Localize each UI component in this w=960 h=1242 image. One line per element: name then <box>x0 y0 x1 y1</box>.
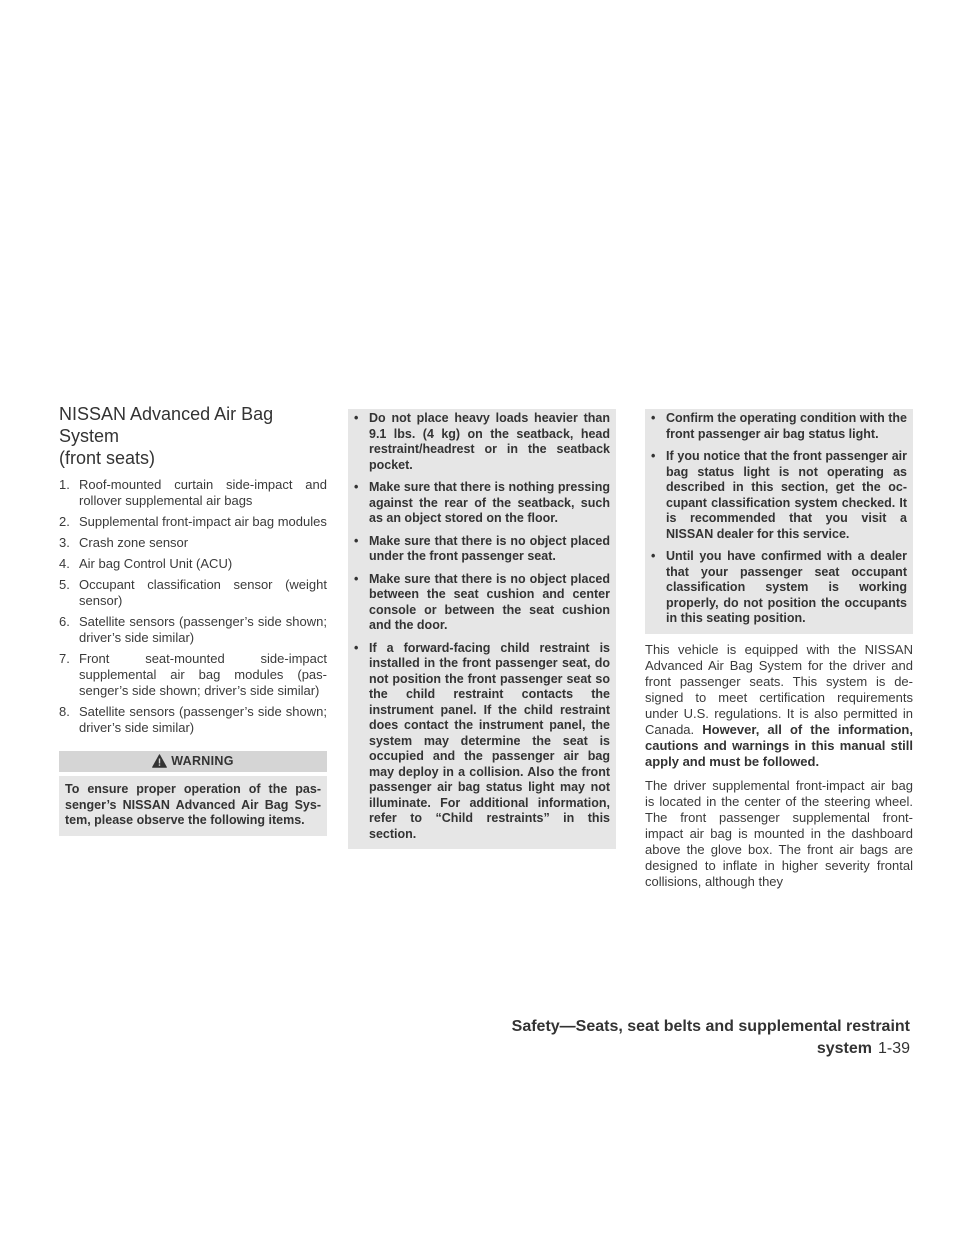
body-paragraph: The driver supplemental front-impact air bag is located in the center of the steering wheel. The front passenger supplemental front-impact air bag is mounted in the dashboard above the glove box. The front air bags are designed to inflate in higher severity frontal collisions, although they <box>645 777 913 889</box>
warning-header <box>59 751 327 772</box>
warning-bullet <box>354 411 610 473</box>
warning-bullet-text: Confirm the operating condition with the front passenger air bag status light. <box>666 411 907 441</box>
warning-continued-box <box>645 409 913 634</box>
section-title-line-1: NISSAN Advanced Air Bag System <box>59 404 274 446</box>
warning-bullet <box>354 572 610 634</box>
component-list <box>59 477 327 736</box>
list-item-number: 7. <box>59 651 70 666</box>
warning-bullet-text: Until you have confirmed with a dealer that your passenger seat occupant classification system is working properly, do not position the occupants in this seating position. <box>666 549 907 625</box>
bullet-marker: • <box>354 480 359 494</box>
warning-triangle-icon <box>152 754 167 768</box>
warning-bullet <box>354 534 610 565</box>
warning-label: WARNING <box>171 754 234 768</box>
footer-chapter-title: Safety—Seats, seat belts and supplemental restraint system <box>511 1018 910 1057</box>
list-item-text: Roof-mounted curtain side-impact and rollover supplemental air bags <box>79 477 327 508</box>
paragraph-bold-text: However, all of the information, cautions and warnings in this manual still apply and must be followed. <box>645 721 913 769</box>
warning-bullet <box>651 411 907 442</box>
list-item <box>59 614 327 646</box>
warning-bullet-text: Make sure that there is no object placed between the seat cushion and center console or between the seat cushion and the door. <box>369 571 610 632</box>
page-number: 1-39 <box>877 1040 910 1057</box>
warning-intro: To ensure proper operation of the passenger’s NISSAN Advanced Air Bag System, please observe the following items. <box>59 776 327 836</box>
list-item-text: Satellite sensors (passenger’s side shown; driver’s side similar) <box>79 704 327 735</box>
list-item <box>59 704 327 736</box>
warning-bullet-list <box>354 411 610 842</box>
bullet-marker: • <box>354 571 359 586</box>
list-item-number: 5. <box>59 577 70 592</box>
middle-column <box>348 409 616 849</box>
list-item-text: Satellite sensors (passenger’s side shown; driver’s side similar) <box>79 614 327 645</box>
list-item-text: Air bag Control Unit (ACU) <box>79 556 233 571</box>
warning-bullet <box>354 641 610 843</box>
section-title-line-2: (front seats) <box>59 448 156 468</box>
list-item <box>59 651 327 699</box>
bullet-marker: • <box>651 411 656 425</box>
paragraph-text: This vehicle is equipped with the NISSAN Advanced Air Bag System for the driver and front passenger seats. This system is designed to meet certification requirements under U.S. regulations. It is also permitted in Canada. <box>645 641 913 737</box>
body-paragraph <box>645 642 913 770</box>
list-item-text: Occupant classification sensor (weight sensor) <box>79 577 327 608</box>
list-item-number: 6. <box>59 614 70 629</box>
list-item-number: 8. <box>59 704 70 719</box>
warning-continued-box <box>348 409 616 849</box>
bullet-marker: • <box>354 640 359 655</box>
list-item-text: Supplemental front-impact air bag modules <box>79 514 327 529</box>
warning-bullet <box>651 449 907 542</box>
warning-bullet <box>354 480 610 527</box>
warning-bullet-text: If you notice that the front passenger air bag status light is not operating as described in this section, get the occupant classification system checked. It is recommended that you visit a NISSAN dealer for this service. <box>666 449 907 541</box>
list-item-text: Front seat-mounted side-impact supplemental air bag modules (passenger’s side shown; driver’s side similar) <box>79 651 327 698</box>
list-item-number: 2. <box>59 514 70 529</box>
bullet-marker: • <box>651 449 656 463</box>
bullet-marker: • <box>354 411 359 425</box>
warning-bullet-list <box>651 411 907 627</box>
warning-bullet-text: Make sure that there is nothing pressing against the rear of the seatback, such as an object stored on the floor. <box>369 480 610 525</box>
list-item <box>59 535 327 551</box>
section-title <box>59 403 327 469</box>
page-footer <box>440 1016 910 1060</box>
list-item-number: 3. <box>59 535 70 550</box>
warning-bullet-text: Make sure that there is no object placed under the front passenger seat. <box>369 533 610 563</box>
list-item-number: 4. <box>59 556 70 571</box>
list-item-text: Crash zone sensor <box>79 535 189 550</box>
list-item-number: 1. <box>59 477 70 492</box>
bullet-marker: • <box>354 533 359 548</box>
list-item <box>59 577 327 609</box>
bullet-marker: • <box>651 549 656 563</box>
left-column <box>59 403 327 836</box>
warning-bullet-text: If a forward-facing child restraint is installed in the front passenger seat, do not position the front passenger seat so the child restraint contacts the instrument panel. If the child restraint does contact the instrument panel, the system may determine the seat is occupied and the passenger air bag may deploy in a collision. Also the front passenger air bag status light may not illuminate. For additional information, refer to “Child restraints” in this section. <box>369 640 610 841</box>
right-column <box>645 409 913 890</box>
warning-bullet-text: Do not place heavy loads heavier than 9.1 lbs. (4 kg) on the seatback, head restraint/headrest or in the seatback pocket. <box>369 411 610 472</box>
list-item <box>59 556 327 572</box>
list-item <box>59 477 327 509</box>
warning-bullet <box>651 549 907 627</box>
list-item <box>59 514 327 530</box>
